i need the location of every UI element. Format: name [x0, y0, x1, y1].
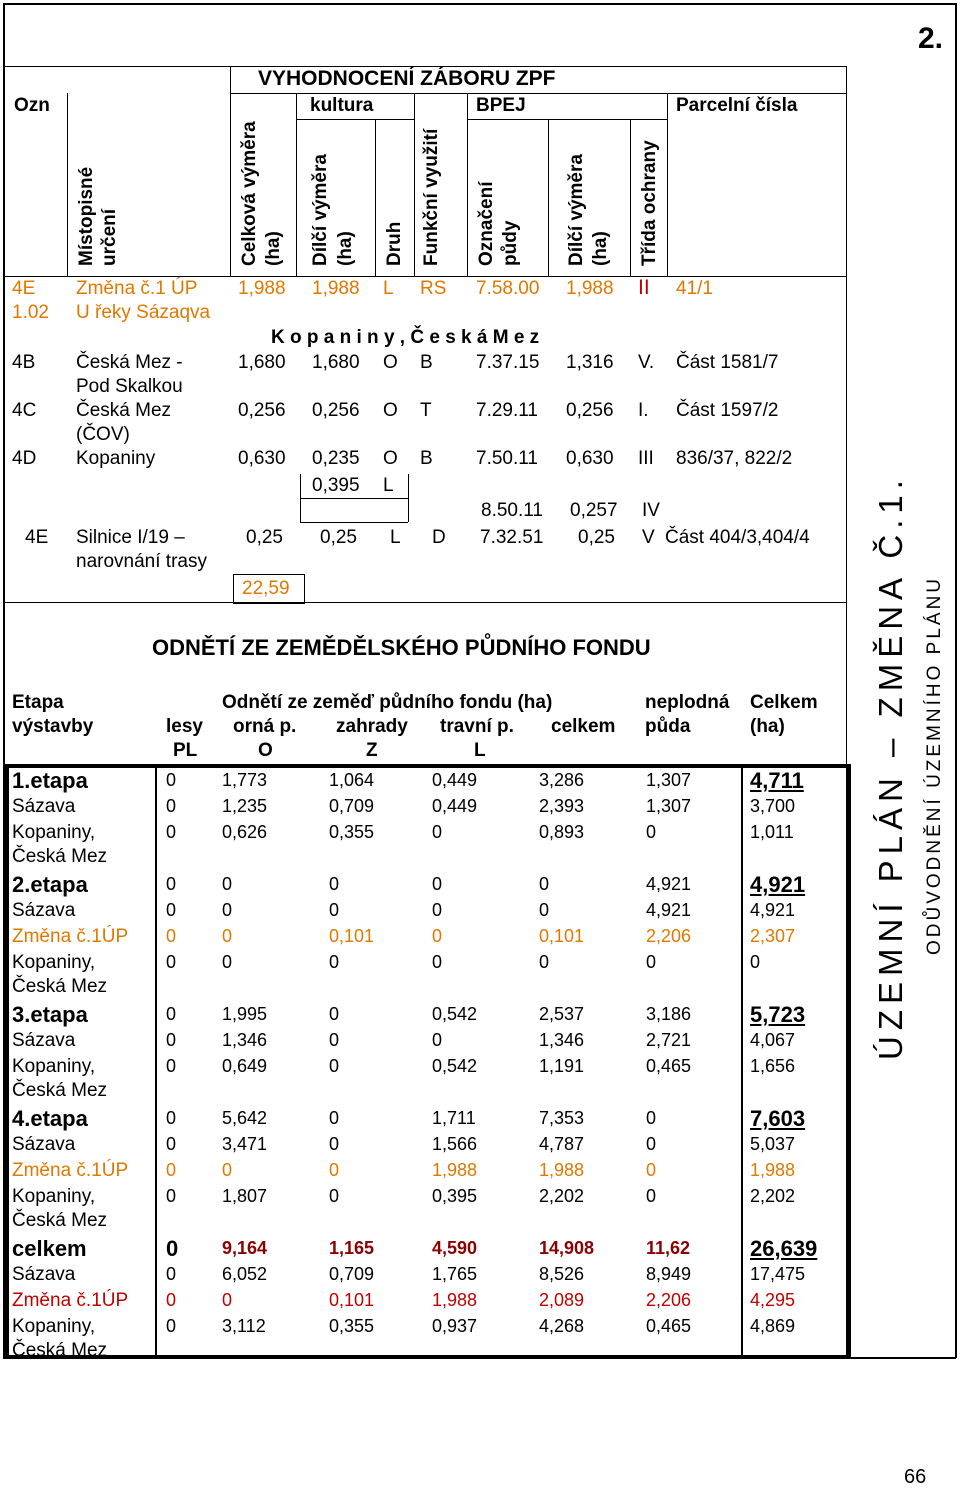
col-neplodna: neplodná: [645, 692, 730, 713]
table-cell: 1,165: [329, 1238, 375, 1258]
table-cell: 6,052: [222, 1264, 268, 1284]
table-cell: 0: [539, 874, 550, 894]
table-cell: 4,921: [750, 872, 806, 897]
table-cell: 0: [432, 926, 443, 946]
table-cell: 4,268: [539, 1316, 585, 1336]
table-cell: 0: [166, 1004, 177, 1024]
table-cell: 11,62: [646, 1238, 691, 1258]
section-kopaniny: K o p a n i n y , Č e s k á M e z: [271, 327, 540, 348]
table-cell: 26,639: [750, 1236, 818, 1261]
odneti-title: ODNĚTÍ ZE ZEMĚDĚLSKÉHO PŮDNÍHO FONDU: [152, 635, 651, 660]
col-oznaceni-line1: Označení: [476, 181, 497, 266]
r3-mistopisne: Česká Mez: [76, 400, 172, 421]
col-trida-ochrany: Třída ochrany: [639, 140, 660, 266]
r5-trida: V: [642, 527, 655, 548]
r2-mistopisne: Česká Mez -: [76, 352, 183, 373]
table-cell: 1,773: [222, 770, 268, 790]
row-label-2: Česká Mez: [12, 1080, 108, 1101]
table-cell: 0,355: [329, 822, 375, 842]
table-cell: 2,393: [539, 796, 585, 816]
table-cell: 0: [646, 1108, 657, 1128]
table-cell: 0: [329, 1004, 340, 1024]
table-cell: 1,566: [432, 1134, 478, 1154]
r2-ozn: 4B: [12, 352, 36, 373]
r4-dilci2: 0,630: [566, 448, 614, 469]
table-cell: 9,164: [222, 1238, 268, 1258]
table-cell: 2,206: [646, 926, 692, 946]
row-label: Sázava: [12, 1264, 76, 1285]
table-cell: 0: [222, 926, 233, 946]
col-dilci2-line1: Dílčí výměra: [566, 154, 587, 266]
table-cell: 1,235: [222, 796, 268, 816]
table-cell: 5,642: [222, 1108, 268, 1128]
row-label: Sázava: [12, 900, 76, 921]
r4b-druh: L: [383, 475, 394, 496]
table-cell: 0: [329, 1030, 340, 1050]
table-cell: 2,202: [539, 1186, 585, 1206]
r3-mistopisne-2: (ČOV): [76, 424, 130, 445]
r5-bpej: 7.32.51: [480, 527, 544, 548]
r2-bpej: 7.37.15: [476, 352, 540, 373]
col-celkova-line1: Celková výměra: [239, 121, 260, 266]
r5-parcelni: Část 404/3,404/4: [665, 527, 810, 548]
col-travni-2: L: [474, 740, 486, 761]
col-zahrady: zahrady: [336, 716, 408, 737]
col-dilci-line1: Dílčí výměra: [310, 154, 331, 266]
r4c-dilci2: 0,257: [570, 500, 618, 521]
table-cell: 0: [166, 1030, 177, 1050]
row-label: Sázava: [12, 1134, 76, 1155]
table-cell: 4,921: [750, 900, 796, 920]
table-cell: 0: [166, 1056, 177, 1076]
r4c-trida: IV: [642, 500, 660, 521]
row-label: Kopaniny,: [12, 1056, 96, 1077]
table-cell: 3,471: [222, 1134, 268, 1154]
table-cell: 0,893: [539, 822, 585, 842]
table-cell: 4,067: [750, 1030, 796, 1050]
table-cell: 0: [329, 1186, 340, 1206]
table-cell: 0: [222, 952, 233, 972]
r5-mistopisne: Silnice I/19 –: [76, 527, 185, 548]
r2-trida: V.: [638, 352, 655, 373]
r1-trida: II: [638, 276, 650, 299]
r2-mistopisne-2: Pod Skalkou: [76, 376, 183, 397]
col-ozn: Ozn: [14, 95, 50, 116]
table-cell: 0: [166, 1290, 177, 1310]
table-cell: 0,355: [329, 1316, 375, 1336]
table-cell: 1,988: [539, 1160, 585, 1180]
total-area: 22,59: [242, 578, 290, 599]
table-cell: 1,011: [750, 822, 794, 842]
page-number: 66: [904, 1466, 927, 1488]
table-cell: 0,542: [432, 1056, 478, 1076]
row-label: 2.etapa: [12, 872, 88, 897]
table-cell: 1,995: [222, 1004, 268, 1024]
col-oznaceni-line2: půdy: [500, 220, 521, 266]
row-label: 4.etapa: [12, 1106, 88, 1131]
table-cell: 0,449: [432, 796, 478, 816]
col-druh: Druh: [384, 221, 405, 266]
r1-celkova: 1,988: [238, 278, 286, 299]
table-cell: 7,353: [539, 1108, 585, 1128]
col-celkem-ha: Celkem: [750, 692, 818, 713]
table-cell: 0,449: [432, 770, 478, 790]
table-cell: 0: [166, 822, 177, 842]
table-cell: 0,465: [646, 1316, 692, 1336]
zabor-title: VYHODNOCENÍ ZÁBORU ZPF: [258, 67, 556, 90]
r3-bpej: 7.29.11: [476, 400, 538, 421]
table-cell: 1,988: [432, 1290, 478, 1310]
table-cell: 0: [539, 952, 550, 972]
table-cell: 0: [539, 900, 550, 920]
table-cell: 0,709: [329, 1264, 375, 1284]
r4c-bpej: 8.50.11: [481, 500, 543, 521]
table-cell: 0: [166, 770, 177, 790]
side-subtitle: ODŮVODNĚNÍ ÚZEMNÍHO PLÁNU: [924, 575, 945, 955]
r1-bpej: 7.58.00: [476, 278, 540, 299]
r2-celkova: 1,680: [238, 352, 286, 373]
row-label: Sázava: [12, 796, 76, 817]
row-label: Sázava: [12, 1030, 76, 1051]
table-cell: 0: [646, 1160, 657, 1180]
table-cell: 0: [432, 1030, 443, 1050]
side-title: ÚZEMNÍ PLÁN – ZMĚNA Č.1.: [872, 474, 909, 1060]
table-cell: 3,700: [750, 796, 796, 816]
table-cell: 0: [329, 1134, 340, 1154]
r3-ozn: 4C: [12, 400, 37, 421]
table-cell: 0: [329, 874, 340, 894]
table-cell: 0: [646, 1134, 657, 1154]
table-cell: 0: [432, 900, 443, 920]
r3-druh: O: [383, 400, 398, 421]
r1-dilci: 1,988: [312, 278, 360, 299]
table-cell: 1,807: [222, 1186, 268, 1206]
table-cell: 1,656: [750, 1056, 796, 1076]
row-label: celkem: [12, 1236, 87, 1261]
table-cell: 0: [750, 952, 761, 972]
table-cell: 0: [646, 952, 657, 972]
r3-parcelni: Část 1597/2: [676, 400, 779, 421]
table-cell: 0: [329, 900, 340, 920]
table-cell: 0,465: [646, 1056, 692, 1076]
r1-ozn: 4E: [12, 278, 36, 299]
r4-funkcni: B: [420, 448, 433, 469]
table-cell: 0: [432, 952, 443, 972]
row-label: Kopaniny,: [12, 1316, 96, 1337]
col-orna-2: O: [258, 740, 273, 761]
r1-mistopisne-2: U řeky Sázaqva: [76, 302, 211, 323]
table-cell: 0: [166, 926, 177, 946]
row-label-2: Česká Mez: [12, 1210, 108, 1231]
table-cell: 8,526: [539, 1264, 585, 1284]
r5-funkcni: D: [432, 527, 446, 548]
row-label: Kopaniny,: [12, 1186, 96, 1207]
table-cell: 8,949: [646, 1264, 692, 1284]
r4-bpej: 7.50.11: [476, 448, 538, 469]
table-cell: 0,626: [222, 822, 268, 842]
r1-ozn-sub: 1.02: [12, 302, 49, 323]
table-cell: 0: [166, 952, 177, 972]
table-cell: 2,206: [646, 1290, 692, 1310]
table-cell: 4,590: [432, 1238, 478, 1258]
table-cell: 2,537: [539, 1004, 585, 1024]
table-cell: 0: [166, 1236, 179, 1261]
table-cell: 0: [222, 900, 233, 920]
table-cell: 1,346: [222, 1030, 268, 1050]
r1-druh: L: [383, 278, 394, 299]
r1-funkcni: RS: [420, 278, 447, 299]
col-celkem: celkem: [551, 716, 616, 737]
table-cell: 0: [166, 1134, 177, 1154]
table-cell: 1,765: [432, 1264, 478, 1284]
table-cell: 5,723: [750, 1002, 806, 1027]
table-cell: 0: [329, 1108, 340, 1128]
r2-parcelni: Část 1581/7: [676, 352, 779, 373]
col-travni: travní p.: [440, 716, 514, 737]
table-cell: 1,191: [539, 1056, 585, 1076]
table-cell: 0,101: [539, 926, 585, 946]
page-label: 2.: [918, 22, 944, 55]
r3-funkcni: T: [420, 400, 432, 421]
r3-trida: I.: [638, 400, 649, 421]
table-cell: 0: [222, 874, 233, 894]
r4-dilci: 0,235: [312, 448, 360, 469]
table-cell: 3,186: [646, 1004, 692, 1024]
row-label: 3.etapa: [12, 1002, 88, 1027]
table-cell: 2,721: [646, 1030, 692, 1050]
col-dilci2-line2: (ha): [590, 231, 611, 266]
table-cell: 1,988: [750, 1160, 796, 1180]
col-odneti: Odnětí ze zeměď půdního fondu (ha): [222, 692, 553, 713]
table-cell: 0,937: [432, 1316, 478, 1336]
table-cell: 2,089: [539, 1290, 585, 1310]
r5-celkova: 0,25: [246, 527, 283, 548]
row-label: Změna č.1ÚP: [12, 1290, 129, 1311]
col-neplodna-2: půda: [645, 716, 691, 737]
row-label: Kopaniny,: [12, 822, 96, 843]
col-etapa-2: výstavby: [12, 716, 94, 737]
table-cell: 1,064: [329, 770, 375, 790]
table-cell: 14,908: [539, 1238, 595, 1258]
table-cell: 17,475: [750, 1264, 806, 1284]
r4b-dilci: 0,395: [312, 475, 360, 496]
table-cell: 1,346: [539, 1030, 585, 1050]
table-cell: 0: [166, 874, 177, 894]
row-label-2: Česká Mez: [12, 846, 108, 867]
row-label: Změna č.1ÚP: [12, 926, 129, 947]
table-cell: 0,649: [222, 1056, 268, 1076]
table-cell: 3,112: [222, 1316, 266, 1336]
table-cell: 1,307: [646, 770, 692, 790]
col-lesy-2: PL: [173, 740, 198, 761]
col-zahrady-2: Z: [366, 740, 378, 761]
table-cell: 4,921: [646, 874, 692, 894]
table-cell: 0: [166, 1186, 177, 1206]
r5-ozn: 4E: [25, 527, 49, 548]
table-cell: 0,101: [329, 1290, 375, 1310]
row-label: 1.etapa: [12, 768, 88, 793]
table-cell: 1,307: [646, 796, 692, 816]
col-etapa: Etapa: [12, 692, 64, 713]
table-cell: 2,202: [750, 1186, 796, 1206]
table-cell: 0: [646, 1186, 657, 1206]
table-cell: 0: [166, 900, 177, 920]
table-cell: 4,787: [539, 1134, 585, 1154]
table-cell: 0,101: [329, 926, 375, 946]
r4-mistopisne: Kopaniny: [76, 448, 156, 469]
table-cell: 0,395: [432, 1186, 478, 1206]
r4-druh: O: [383, 448, 398, 469]
col-orna: orná p.: [233, 716, 297, 737]
r4-parcelni: 836/37, 822/2: [676, 448, 793, 469]
table-cell: 4,295: [750, 1290, 796, 1310]
table-cell: 4,711: [750, 768, 804, 793]
r2-druh: O: [383, 352, 398, 373]
r4-trida: III: [638, 448, 654, 469]
r3-celkova: 0,256: [238, 400, 286, 421]
col-mistopisne-line1: Místopisné: [76, 166, 97, 266]
table-cell: 0: [646, 822, 657, 842]
col-celkova-line2: (ha): [263, 231, 284, 266]
r2-dilci: 1,680: [312, 352, 360, 373]
r1-mistopisne: Změna č.1 ÚP: [76, 278, 198, 299]
table-cell: 7,603: [750, 1106, 806, 1131]
table-cell: 2,307: [750, 926, 796, 946]
table-cell: 0: [222, 1290, 233, 1310]
table-cell: 0: [329, 1160, 340, 1180]
r5-druh: L: [390, 527, 401, 548]
col-parcelni-cisla: Parcelní čísla: [676, 95, 798, 116]
col-mistopisne-line2: určení: [99, 208, 120, 266]
table-cell: 0: [166, 1160, 177, 1180]
r5-mistopisne-2: narovnání trasy: [76, 551, 207, 572]
r1-dilci2: 1,988: [566, 278, 614, 299]
table-cell: 0: [166, 1108, 177, 1128]
table-cell: 3,286: [539, 770, 585, 790]
r5-dilci: 0,25: [320, 527, 357, 548]
table-cell: 0: [329, 952, 340, 972]
col-lesy: lesy: [166, 716, 203, 737]
table-cell: 0: [432, 874, 443, 894]
r1-parcelni: 41/1: [676, 278, 713, 299]
table-cell: 0: [329, 1056, 340, 1076]
r4-ozn: 4D: [12, 448, 37, 469]
table-cell: 0: [166, 796, 177, 816]
r3-dilci: 0,256: [312, 400, 360, 421]
col-bpej: BPEJ: [476, 95, 526, 116]
table-cell: 0: [166, 1316, 177, 1336]
table-cell: 0,542: [432, 1004, 478, 1024]
table-cell: 0: [222, 1160, 233, 1180]
col-celkem-ha-2: (ha): [750, 716, 785, 737]
table-cell: 4,869: [750, 1316, 796, 1336]
table-cell: 5,037: [750, 1134, 796, 1154]
r5-dilci2: 0,25: [578, 527, 615, 548]
r2-dilci2: 1,316: [566, 352, 614, 373]
table-cell: 0: [166, 1264, 177, 1284]
r3-dilci2: 0,256: [566, 400, 614, 421]
row-label-2: Česká Mez: [12, 976, 108, 997]
table-cell: 1,711: [432, 1108, 476, 1128]
r4-celkova: 0,630: [238, 448, 286, 469]
table-cell: 4,921: [646, 900, 692, 920]
row-label: Změna č.1ÚP: [12, 1160, 129, 1181]
table-cell: 0: [432, 822, 443, 842]
col-kultura: kultura: [310, 95, 374, 116]
table-cell: 1,988: [432, 1160, 478, 1180]
row-label-2: Česká Mez: [12, 1340, 108, 1361]
row-label: Kopaniny,: [12, 952, 96, 973]
col-dilci-line2: (ha): [335, 231, 356, 266]
table-cell: 0,709: [329, 796, 375, 816]
r2-funkcni: B: [420, 352, 433, 373]
col-funkcni-vyuziti: Funkční využití: [421, 128, 442, 266]
